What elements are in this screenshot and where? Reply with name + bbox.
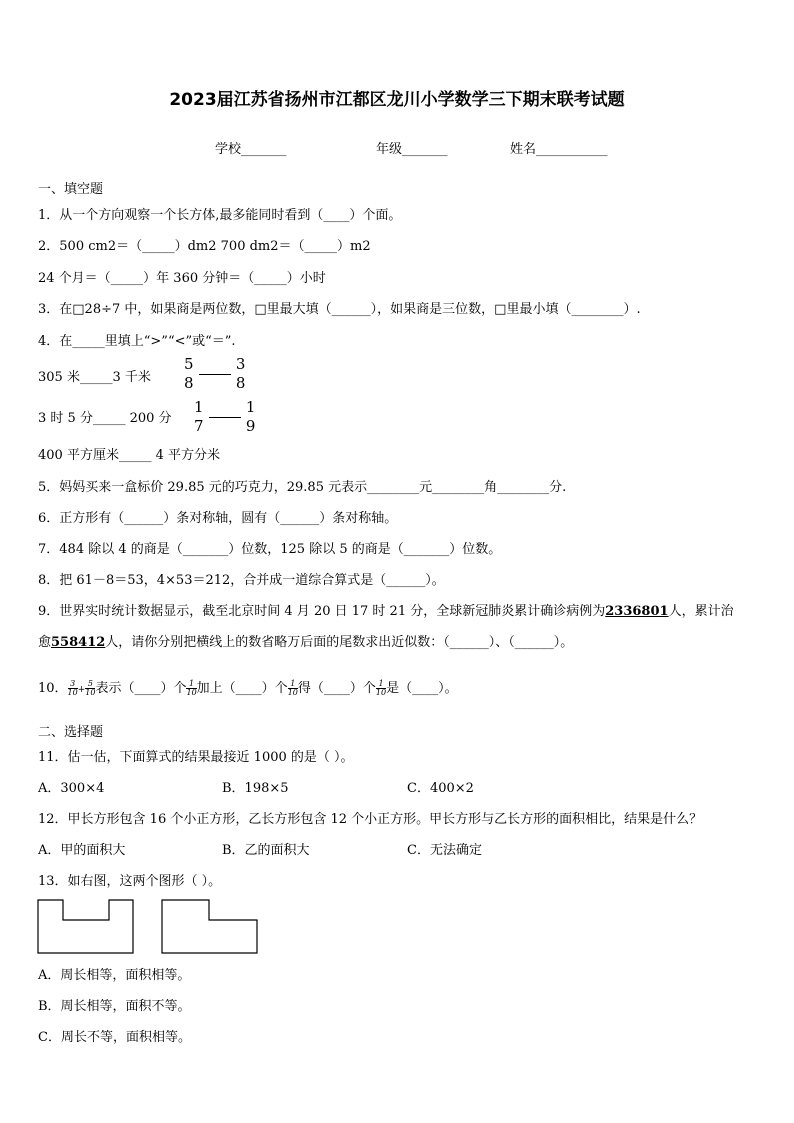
answer-blank <box>209 417 241 418</box>
fraction <box>245 400 257 434</box>
section-heading-fill-blank: 一、填空题 <box>38 182 104 197</box>
numerator: 5 <box>85 680 95 689</box>
question-6: 6．正方形有（______）条对称轴，圆有（______）条对称轴。 <box>38 511 398 526</box>
question-2-line-1: 2．500 cm2＝（_____）dm2 700 dm2＝（_____）m2 <box>38 239 371 254</box>
question-9-text: 人，累计治 <box>668 604 734 619</box>
question-10 <box>38 678 458 701</box>
fraction <box>183 357 195 391</box>
question-10-text: 是（____）。 <box>386 681 458 696</box>
question-3: 3．在□28÷7 中，如果商是两位数，□里最大填（______），如果商是三位数，□里最小填（________）. <box>38 302 641 317</box>
question-4-fraction-compare-2 <box>193 400 256 434</box>
denominator: 10 <box>85 688 96 697</box>
school-field: 学校_______ <box>215 142 287 157</box>
underlined-number: 2336801 <box>605 604 669 619</box>
denominator: 10 <box>375 688 387 697</box>
question-8: 8．把 61－8＝53，4×53＝212，合并成一道综合算式是（______）。 <box>38 573 445 588</box>
numerator: 1 <box>186 680 196 689</box>
denominator: 10 <box>67 688 78 697</box>
question-4-item-a: 305 米_____3 千米 <box>38 370 151 385</box>
fraction <box>193 400 205 434</box>
numerator: 3 <box>235 355 246 373</box>
denominator: 10 <box>287 688 298 697</box>
question-5: 5．妈妈买来一盒标价 29.85 元的巧克力，29.85 元表示________元________角________分. <box>38 480 567 495</box>
question-9-line-1 <box>38 604 734 620</box>
fraction <box>288 680 298 697</box>
question-12: 12．甲长方形包含 16 个小正方形，乙长方形包含 12 个小正方形。甲长方形与乙长方形的面积相比，结果是什么？ <box>38 812 703 827</box>
question-11: 11．估一估，下面算式的结果最接近 1000 的是（ ）。 <box>38 750 354 765</box>
q11-option-c: C．400×2 <box>407 781 474 796</box>
fraction <box>376 680 386 697</box>
q11-option-a: A．300×4 <box>38 781 105 796</box>
section-heading-choice: 二、选择题 <box>38 725 104 740</box>
fraction <box>68 680 78 697</box>
question-1: 1．从一个方向观察一个长方体,最多能同时看到（____）个面。 <box>38 208 402 223</box>
fraction <box>186 680 196 697</box>
question-10-text: 得（____）个 <box>297 681 376 696</box>
plus-sign: + <box>77 685 86 695</box>
question-13: 13．如右图，这两个图形（ ）。 <box>38 874 222 889</box>
fraction <box>235 357 247 391</box>
denominator: 7 <box>194 417 204 435</box>
q11-option-b: B．198×5 <box>222 781 289 796</box>
denominator: 8 <box>235 374 246 392</box>
page-title: 2023届江苏省扬州市江都区龙川小学数学三下期末联考试题 <box>169 90 625 110</box>
q13-option-a: A．周长相等，面积相等。 <box>38 968 191 983</box>
question-4-item-c: 400 平方厘米_____ 4 平方分米 <box>38 448 220 463</box>
q12-option-a: A．甲的面积大 <box>38 843 126 858</box>
question-9-text: 愈 <box>38 635 52 650</box>
question-9-line-2 <box>38 635 573 651</box>
denominator: 8 <box>184 374 194 392</box>
numerator: 3 <box>68 680 78 689</box>
question-2-line-2: 24 个月＝（_____）年 360 分钟＝（_____）小时 <box>38 271 326 286</box>
underlined-number: 558412 <box>51 635 106 650</box>
numerator: 5 <box>184 355 194 373</box>
q13-option-c: C．周长不等，面积相等。 <box>38 1030 191 1045</box>
fraction <box>85 680 95 697</box>
name-field: 姓名___________ <box>510 142 608 157</box>
question-9-text: 9．世界实时统计数据显示，截至北京时间 4 月 20 日 17 时 21 分，全球新冠肺炎累计确诊病例为 <box>38 604 606 619</box>
question-4-item-b: 3 时 5 分_____ 200 分 <box>38 411 172 426</box>
grade-field: 年级_______ <box>376 142 448 157</box>
numerator: 1 <box>245 398 256 416</box>
denominator: 9 <box>245 417 256 435</box>
shape-step-rectangle <box>160 898 260 956</box>
q12-option-c: C．无法确定 <box>407 843 482 858</box>
q13-option-b: B．周长相等，面积不等。 <box>38 999 191 1014</box>
question-number: 10． <box>38 681 68 696</box>
numerator: 1 <box>194 398 204 416</box>
answer-blank <box>199 374 231 375</box>
question-10-text: 表示（____）个 <box>95 681 187 696</box>
denominator: 10 <box>186 688 197 697</box>
question-7: 7．484 除以 4 的商是（_______）位数，125 除以 5 的商是（_______）位数。 <box>38 542 502 557</box>
question-4-intro: 4．在_____里填上“>”“<”或“＝”. <box>38 334 236 349</box>
question-9-text: 人，请你分别把横线上的数省略万后面的尾数求出近似数：（______）、（______）。 <box>105 635 574 650</box>
shape-notched-rectangle <box>36 898 136 956</box>
q12-option-b: B．乙的面积大 <box>222 843 310 858</box>
question-4-fraction-compare-1 <box>183 357 246 391</box>
question-10-text: 加上（____）个 <box>196 681 288 696</box>
numerator: 1 <box>288 680 298 689</box>
numerator: 1 <box>376 680 386 689</box>
